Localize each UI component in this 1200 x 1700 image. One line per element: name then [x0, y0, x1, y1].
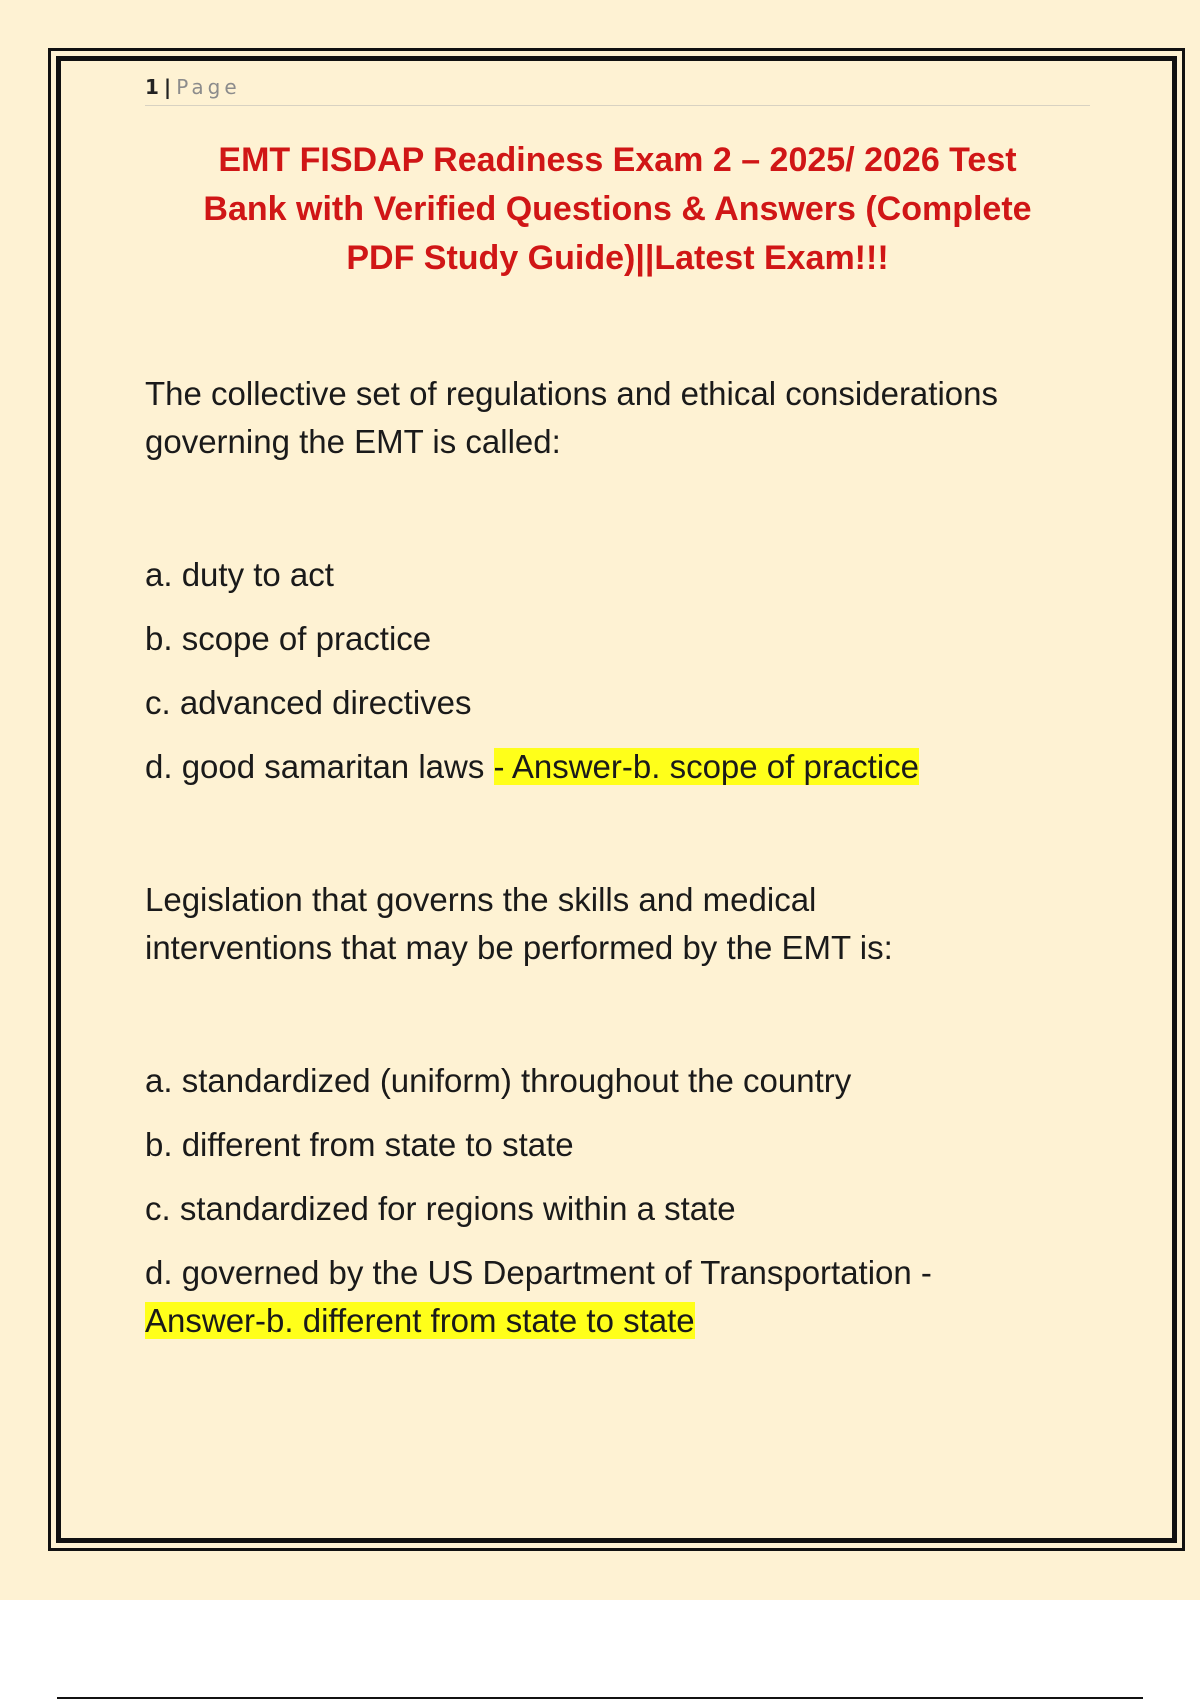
- title-line-1: EMT FISDAP Readiness Exam 2 – 2025/ 2026 Test: [218, 141, 1017, 179]
- question-2-stem-line-2: interventions that may be performed by the EMT is:: [145, 929, 893, 966]
- page-content: [145, 72, 1090, 1345]
- question-2-option-b: b. different from state to state: [145, 1126, 574, 1163]
- question-2-answer: Answer-b. different from state to state: [145, 1302, 695, 1339]
- question-2-option-d: [145, 1249, 1090, 1345]
- question-1-stem-line-2: governing the EMT is called:: [145, 423, 561, 460]
- page-label: Page: [176, 75, 241, 99]
- page-header-separator: |: [163, 75, 173, 99]
- question-1-option-b: b. scope of practice: [145, 620, 432, 657]
- next-page-border-top: [57, 1697, 1143, 1699]
- page-number: 1: [145, 75, 160, 99]
- question-2-option-d-text: d. governed by the US Department of Transportation -: [145, 1254, 932, 1291]
- question-1-stem-line-1: The collective set of regulations and ethical considerations: [145, 375, 998, 412]
- document-title: [145, 136, 1090, 283]
- question-2-option-c: c. standardized for regions within a state: [145, 1190, 736, 1227]
- title-line-2: Bank with Verified Questions & Answers (Complete: [203, 190, 1032, 228]
- page-header: [145, 72, 1090, 106]
- question-1-option-a: a. duty to act: [145, 556, 334, 593]
- question-2-stem: [145, 876, 1090, 972]
- question-1-option-d-text: d. good samaritan laws: [145, 748, 494, 785]
- question-1-option-d: [145, 743, 1090, 791]
- question-2-options: [145, 1057, 1090, 1345]
- question-2-stem-line-1: Legislation that governs the skills and medical: [145, 881, 817, 918]
- question-2-option-a: a. standardized (uniform) throughout the country: [145, 1062, 852, 1099]
- question-1-stem: [145, 370, 1090, 466]
- title-line-3: PDF Study Guide)||Latest Exam!!!: [346, 239, 889, 277]
- question-1-options: [145, 551, 1090, 791]
- question-1-answer: - Answer-b. scope of practice: [493, 748, 920, 785]
- question-1-option-c: c. advanced directives: [145, 684, 472, 721]
